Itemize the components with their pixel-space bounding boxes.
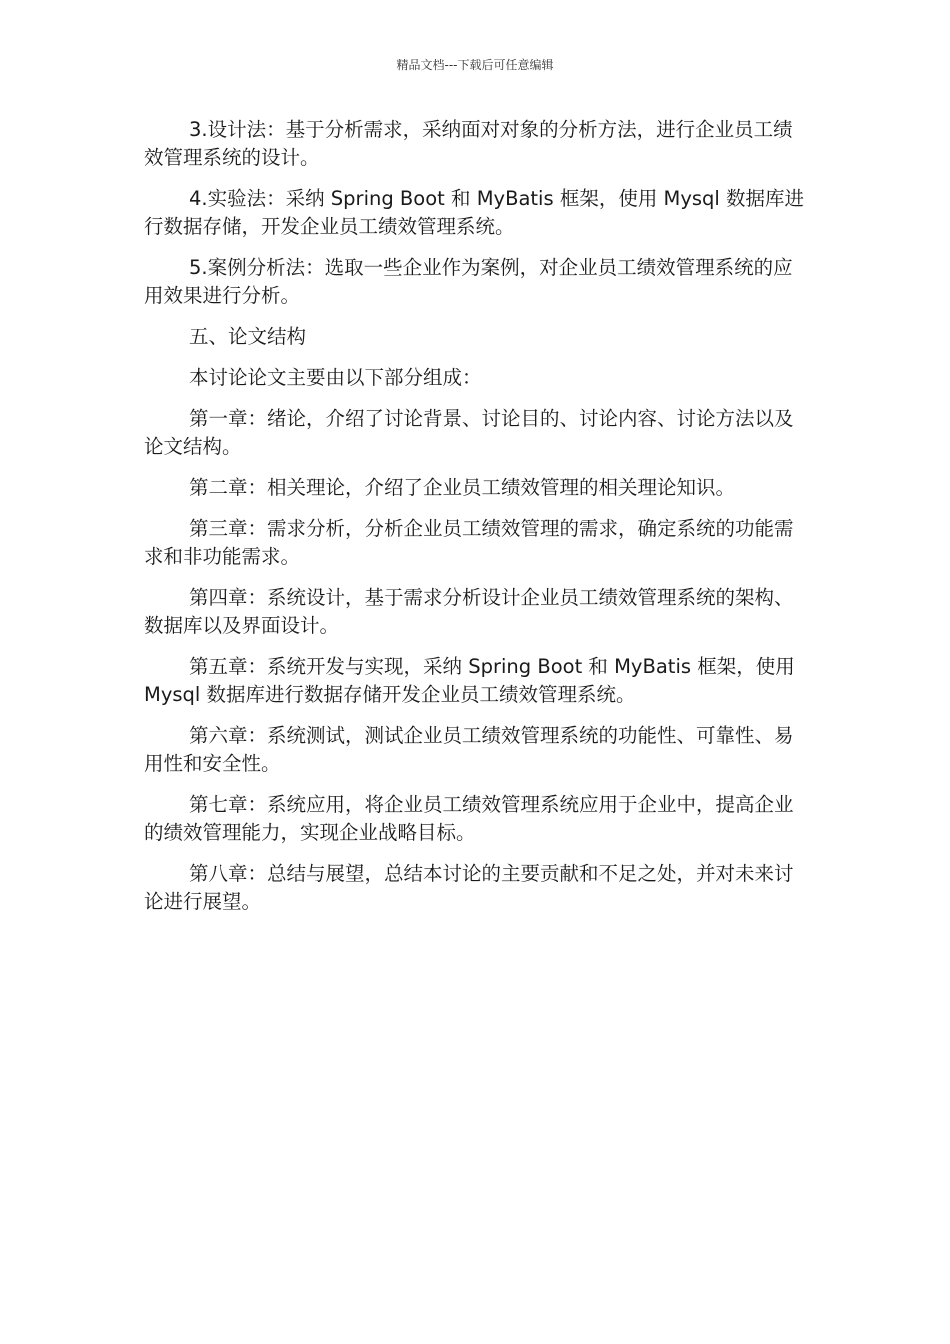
paragraph-experiment-method: 4.实验法：采纳 Spring Boot 和 MyBatis 框架，使用 Mysql 数据库进行数据存储，开发企业员工绩效管理系统。 [144, 187, 805, 238]
section-heading-thesis-structure: 五、论文结构 [189, 325, 307, 348]
paragraph-structure-intro: 本讨论论文主要由以下部分组成： [189, 366, 482, 389]
paragraph-chapter-6: 第六章：系统测试，测试企业员工绩效管理系统的功能性、可靠性、易用性和安全性。 [144, 724, 794, 775]
paragraph-chapter-8: 第八章：总结与展望，总结本讨论的主要贡献和不足之处，并对未来讨论进行展望。 [144, 862, 794, 913]
document-body [144, 116, 806, 929]
paragraph-chapter-3: 第三章：需求分析，分析企业员工绩效管理的需求，确定系统的功能需求和非功能需求。 [144, 517, 794, 568]
paragraph-chapter-5: 第五章：系统开发与实现，采纳 Spring Boot 和 MyBatis 框架，使用 Mysql 数据库进行数据存储开发企业员工绩效管理系统。 [144, 655, 795, 706]
paragraph-design-method: 3.设计法：基于分析需求，采纳面对对象的分析方法，进行企业员工绩效管理系统的设计。 [144, 118, 793, 169]
paragraph-chapter-2: 第二章：相关理论，介绍了企业员工绩效管理的相关理论知识。 [189, 476, 736, 499]
paragraph-chapter-1: 第一章：绪论，介绍了讨论背景、讨论目的、讨论内容、讨论方法以及论文结构。 [144, 407, 794, 458]
paragraph-chapter-4: 第四章：系统设计，基于需求分析设计企业员工绩效管理系统的架构、数据库以及界面设计。 [144, 586, 794, 637]
page-header: 精品文档---下载后可任意编辑 [396, 58, 554, 72]
paragraph-chapter-7: 第七章：系统应用，将企业员工绩效管理系统应用于企业中，提高企业的绩效管理能力，实现企业战略目标。 [144, 793, 794, 844]
paragraph-case-analysis-method: 5.案例分析法：选取一些企业作为案例，对企业员工绩效管理系统的应用效果进行分析。 [144, 256, 793, 307]
